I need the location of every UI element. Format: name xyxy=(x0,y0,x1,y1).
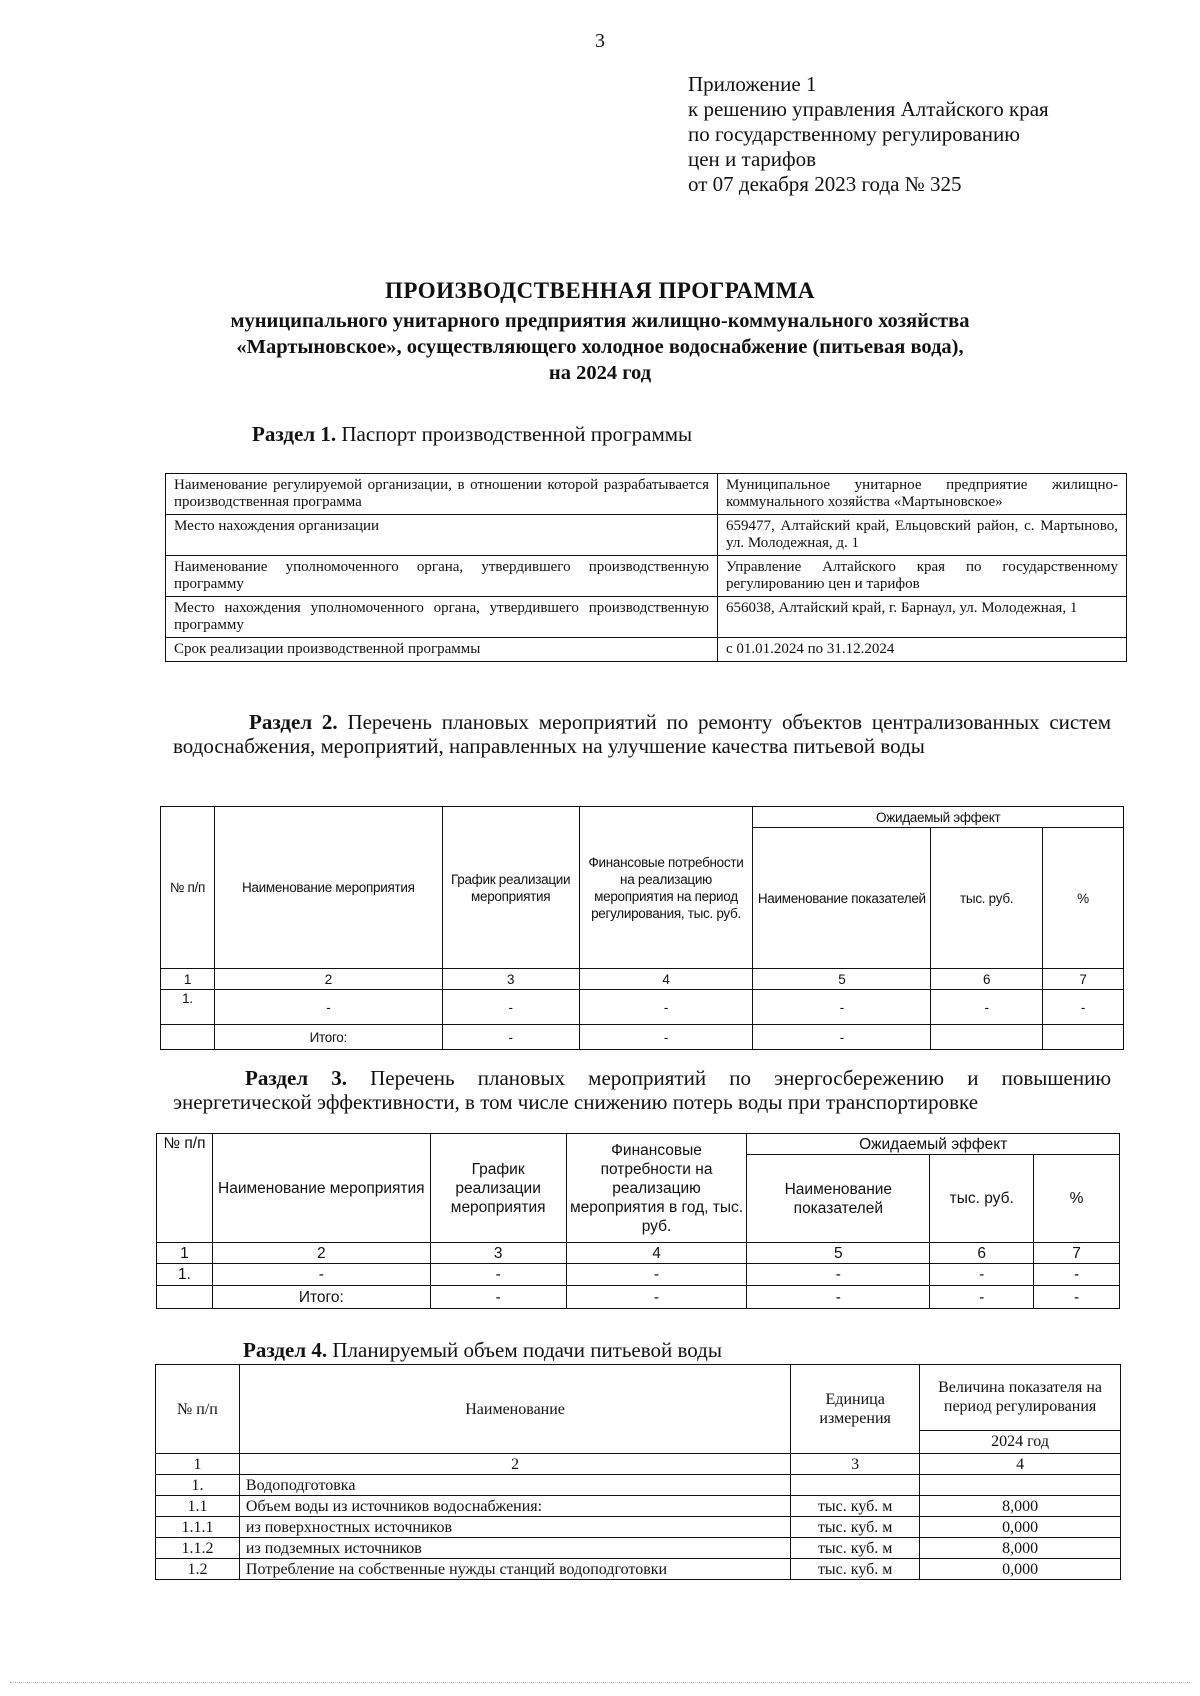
row-unit: тыс. куб. м xyxy=(791,1517,920,1538)
passport-label: Место нахождения уполномоченного органа, утвердившего производственную программу xyxy=(166,597,718,638)
header-indicators: Наименование показателей xyxy=(753,828,931,969)
table-cell: - xyxy=(579,1025,753,1050)
page-number: 3 xyxy=(595,30,605,52)
table-row xyxy=(156,1475,1121,1496)
col-number: 4 xyxy=(920,1454,1121,1475)
title-heading: ПРОИЗВОДСТВЕННАЯ ПРОГРАММА xyxy=(384,278,816,303)
title-line: на 2024 год xyxy=(548,362,652,384)
passport-value: Муниципальное унитарное предприятие жилищно-коммунального хозяйства «Мартыновское» xyxy=(718,474,1127,515)
table-cell: 1. xyxy=(157,1264,213,1286)
col-number: 5 xyxy=(747,1243,930,1264)
col-number: 7 xyxy=(1043,969,1124,990)
table-cell xyxy=(1043,1025,1124,1050)
passport-label: Наименование уполномоченного органа, утвердившего производственную программу xyxy=(166,556,718,597)
header-percent: % xyxy=(1034,1155,1120,1243)
passport-value: 659477, Алтайский край, Ельцовский район, с. Мартыново, ул. Молодежная, д. 1 xyxy=(718,515,1127,556)
header-finance: Финансовые потребности на реализацию мероприятия в год, тыс. руб. xyxy=(566,1134,747,1243)
section2-label: Раздел 2. xyxy=(249,710,338,734)
col-number: 3 xyxy=(430,1243,566,1264)
col-number: 2 xyxy=(212,1243,430,1264)
header-schedule: График реализации мероприятия xyxy=(442,807,579,969)
table-row xyxy=(166,474,1127,515)
table-cell: - xyxy=(753,990,931,1025)
appendix-line: Приложение 1 xyxy=(688,72,817,96)
row-value: 0,000 xyxy=(920,1559,1121,1580)
row-name: Потребление на собственные нужды станций водоподготовки xyxy=(239,1559,790,1580)
document-title xyxy=(150,278,1050,386)
header-percent: % xyxy=(1043,828,1124,969)
header-year: 2024 год xyxy=(920,1430,1121,1453)
header-indicators: Наименование показателей xyxy=(747,1155,930,1243)
col-number: 3 xyxy=(442,969,579,990)
title-line: муниципального унитарного предприятия жилищно-коммунального хозяйства xyxy=(230,310,970,332)
col-number: 3 xyxy=(791,1454,920,1475)
section4-label: Раздел 4. xyxy=(243,1338,328,1362)
row-value: 0,000 xyxy=(920,1517,1121,1538)
table-row xyxy=(156,1496,1121,1517)
col-number: 2 xyxy=(239,1454,790,1475)
table-cell: - xyxy=(931,990,1043,1025)
table-cell: 1. xyxy=(161,990,215,1025)
table-cell: - xyxy=(930,1264,1034,1286)
total-label: Итого: xyxy=(212,1286,430,1309)
col-number: 5 xyxy=(753,969,931,990)
table-row xyxy=(166,638,1127,662)
table-cell: - xyxy=(579,990,753,1025)
header-schedule: График реализации мероприятия xyxy=(430,1134,566,1243)
table-cell: - xyxy=(747,1286,930,1309)
passport-value: 656038, Алтайский край, г. Барнаул, ул. Молодежная, 1 xyxy=(718,597,1127,638)
row-value xyxy=(920,1475,1121,1496)
table-row xyxy=(156,1517,1121,1538)
passport-label: Срок реализации производственной программы xyxy=(166,638,718,662)
header-finance: Финансовые потребности на реализацию мероприятия на период регулирования, тыс. руб. xyxy=(579,807,753,969)
table-row xyxy=(161,1025,1124,1050)
passport-label: Место нахождения организации xyxy=(166,515,718,556)
row-name: Водоподготовка xyxy=(239,1475,790,1496)
col-number: 1 xyxy=(156,1454,240,1475)
header-effect: Ожидаемый эффект xyxy=(753,807,1124,828)
section3-label: Раздел 3. xyxy=(245,1066,347,1090)
table-cell: - xyxy=(1043,990,1124,1025)
row-value: 8,000 xyxy=(920,1538,1121,1559)
col-number: 4 xyxy=(579,969,753,990)
header-name: Наименование мероприятия xyxy=(214,807,442,969)
col-number: 6 xyxy=(930,1243,1034,1264)
section1-heading xyxy=(252,422,692,446)
header-num: № п/п xyxy=(157,1134,213,1243)
row-name: Объем воды из источников водоснабжения: xyxy=(239,1496,790,1517)
section3-heading xyxy=(173,1066,1111,1114)
row-unit: тыс. куб. м xyxy=(791,1496,920,1517)
table-cell: - xyxy=(214,990,442,1025)
row-num: 1.2 xyxy=(156,1559,240,1580)
table-cell: - xyxy=(1034,1264,1120,1286)
table-cell: - xyxy=(442,990,579,1025)
table-row xyxy=(166,597,1127,638)
header-name: Наименование xyxy=(239,1365,790,1454)
table-row xyxy=(161,990,1124,1025)
row-name: из подземных источников xyxy=(239,1538,790,1559)
header-num: № п/п xyxy=(156,1365,240,1454)
passport-table xyxy=(165,473,1127,662)
section1-label: Раздел 1. xyxy=(252,422,337,446)
table-row xyxy=(157,1243,1120,1264)
table-cell xyxy=(931,1025,1043,1050)
col-number: 1 xyxy=(157,1243,213,1264)
section3-text: Перечень плановых мероприятий по энергосбережению и повышению энергетической эффективности, в том числе снижению потерь воды при транспортировке xyxy=(173,1066,1112,1114)
passport-value: с 01.01.2024 по 31.12.2024 xyxy=(718,638,1127,662)
table-cell: - xyxy=(1034,1286,1120,1309)
section4-text: Планируемый объем подачи питьевой воды xyxy=(332,1338,722,1362)
row-unit: тыс. куб. м xyxy=(791,1559,920,1580)
row-name: из поверхностных источников xyxy=(239,1517,790,1538)
table-cell: - xyxy=(442,1025,579,1050)
table-cell: - xyxy=(747,1264,930,1286)
table-cell: - xyxy=(430,1286,566,1309)
table-row xyxy=(156,1454,1121,1475)
header-value: Величина показателя на период регулирования xyxy=(920,1365,1121,1431)
table-row xyxy=(161,969,1124,990)
table-cell: - xyxy=(212,1264,430,1286)
appendix-reference xyxy=(688,72,1049,197)
table-cell: - xyxy=(930,1286,1034,1309)
row-unit xyxy=(791,1475,920,1496)
section2-heading xyxy=(173,710,1111,758)
passport-label: Наименование регулируемой организации, в отношении которой разрабатывается производственная программа xyxy=(166,474,718,515)
appendix-line: цен и тарифов xyxy=(688,147,817,171)
section4-heading xyxy=(243,1338,722,1362)
header-thousand-rub: тыс. руб. xyxy=(931,828,1043,969)
header-unit: Единица измерения xyxy=(791,1365,920,1454)
header-name: Наименование мероприятия xyxy=(212,1134,430,1243)
row-value: 8,000 xyxy=(920,1496,1121,1517)
col-number: 6 xyxy=(931,969,1043,990)
row-unit: тыс. куб. м xyxy=(791,1538,920,1559)
title-line: «Мартыновское», осуществляющего холодное водоснабжение (питьевая вода), xyxy=(236,336,964,358)
col-number: 7 xyxy=(1034,1243,1120,1264)
scan-edge-divider xyxy=(10,1682,1190,1683)
row-num: 1.1 xyxy=(156,1496,240,1517)
section3-table xyxy=(156,1133,1120,1309)
row-num: 1.1.2 xyxy=(156,1538,240,1559)
row-num: 1. xyxy=(156,1475,240,1496)
col-number: 2 xyxy=(214,969,442,990)
section4-table xyxy=(155,1364,1121,1580)
passport-value: Управление Алтайского края по государственному регулированию цен и тарифов xyxy=(718,556,1127,597)
appendix-line: от 07 декабря 2023 года № 325 xyxy=(688,172,962,196)
header-effect: Ожидаемый эффект xyxy=(747,1134,1120,1155)
table-cell: - xyxy=(753,1025,931,1050)
table-row xyxy=(166,515,1127,556)
table-cell xyxy=(161,1025,215,1050)
table-row xyxy=(157,1264,1120,1286)
row-num: 1.1.1 xyxy=(156,1517,240,1538)
table-row xyxy=(166,556,1127,597)
table-cell: - xyxy=(566,1264,747,1286)
header-num: № п/п xyxy=(161,807,215,969)
section2-text: Перечень плановых мероприятий по ремонту объектов централизованных систем водоснабжения, мероприятий, направленных на улучшение качества питьевой воды xyxy=(173,710,1111,758)
section2-table xyxy=(160,806,1124,1050)
col-number: 4 xyxy=(566,1243,747,1264)
table-row xyxy=(156,1538,1121,1559)
table-row xyxy=(157,1286,1120,1309)
table-cell: - xyxy=(430,1264,566,1286)
table-cell: - xyxy=(566,1286,747,1309)
table-cell xyxy=(157,1286,213,1309)
header-thousand-rub: тыс. руб. xyxy=(930,1155,1034,1243)
section1-text: Паспорт производственной программы xyxy=(341,422,693,446)
table-row xyxy=(156,1559,1121,1580)
col-number: 1 xyxy=(161,969,215,990)
total-label: Итого: xyxy=(214,1025,442,1050)
appendix-line: по государственному регулированию xyxy=(688,122,1020,146)
appendix-line: к решению управления Алтайского края xyxy=(688,97,1049,121)
